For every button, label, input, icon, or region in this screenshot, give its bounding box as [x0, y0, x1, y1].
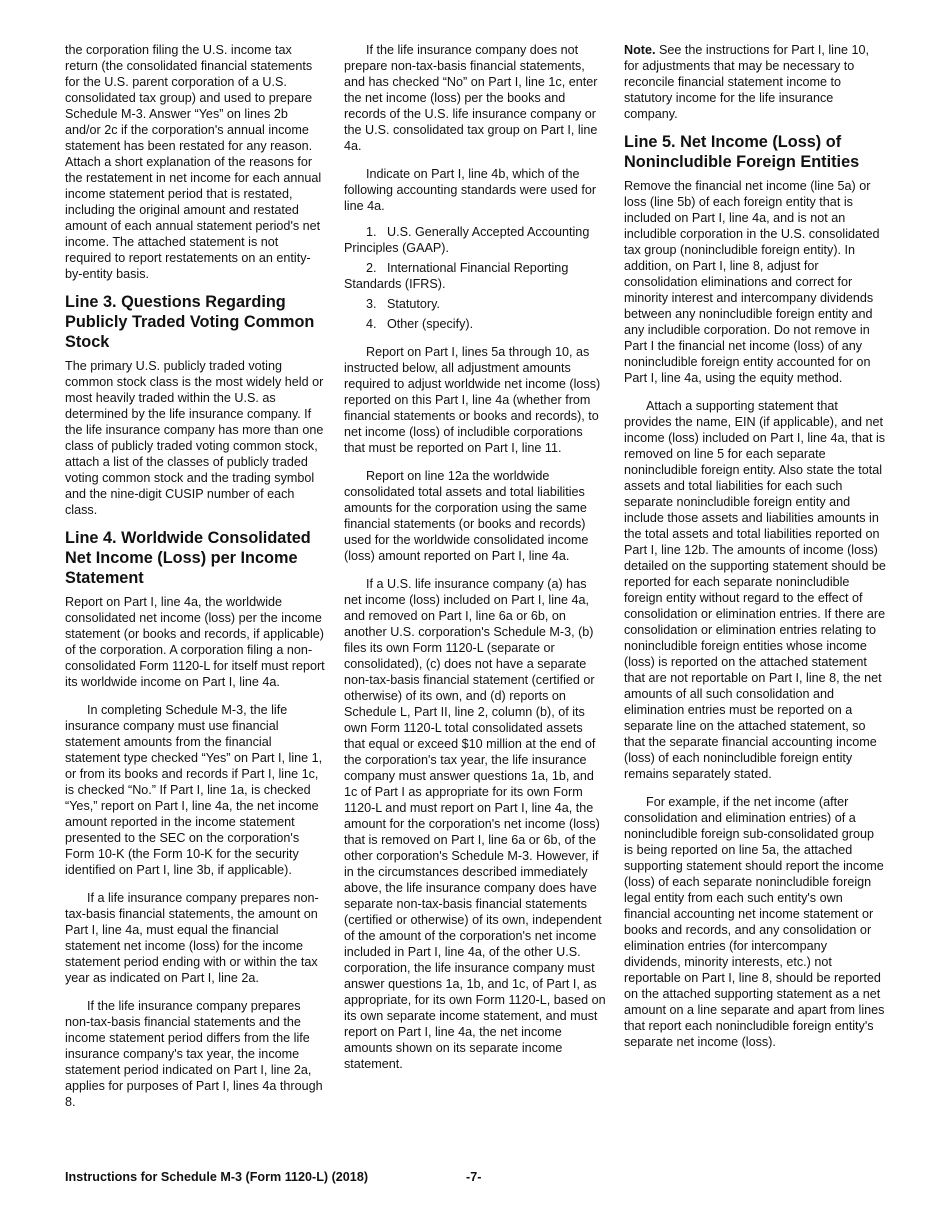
paragraph: For example, if the net income (after consolidation and elimination entries) of a nonincludible foreign sub-consolidated group is being reported on line 5a, the attached supporting statement should report the income (loss) of each separate nonincludible foreign legal entity from each such entity's own financial accounting net income statement or books and records, and any consolidation or elimination entries (for intercompany dividends, minority interests, etc.) not reportable on Part I, line 8, should be reported on the attached supporting statement as a net amount on a line separate and apart from lines that report each nonincludible foreign entity's separate net income (loss).: [624, 795, 885, 1049]
paragraph: Report on Part I, line 4a, the worldwide consolidated net income (loss) per the income statement (or books and records, if applicable) of the corporation. A corporation filing a non-consolidated Form 1120-L for itself must report its worldwide income on Part I, line 4a.: [65, 595, 325, 689]
list-item: 4. Other (specify).: [366, 317, 474, 331]
section-heading-line-4: Line 4. Worldwide Consolidated Net Income (Loss) per Income Statement: [65, 529, 311, 587]
paragraph: the corporation filing the U.S. income tax return (the consolidated financial statements for the U.S. parent corporation of a U.S. consolidated tax group) and used to prepare Schedule M-3. Answer “Yes” on lines 2b and/or 2c if the corporation's annual income statement has been restated for any reason. Attach a short explanation of the reasons for the restatement in net income for each annual income statement period that is restated, including the original amount and restated amount of each annual statement period's net income. The attached statement is not required to report restatements on an entity-by-entity basis.: [65, 43, 322, 281]
paragraph: Indicate on Part I, line 4b, which of the following accounting standards were used for line 4a.: [344, 167, 597, 213]
paragraph: The primary U.S. publicly traded voting common stock class is the most widely held or most heavily traded within the U.S. as determined by the life insurance company. If the life insurance company has more than one class of publicly traded voting common stock, attach a list of the classes of publicly traded voting common stock and the trading symbol and the nine-digit CUSIP number of each class.: [65, 359, 324, 517]
column-1: [65, 42, 327, 1120]
paragraph: If the life insurance company prepares non-tax-basis financial statements and the income statement period differs from the life insurance company's tax year, the income statement period indicated on Part I, line 2a, applies for purposes of Part I, lines 4a through 8.: [65, 999, 323, 1109]
paragraph: In completing Schedule M-3, the life insurance company must use financial statement amounts from the financial statement type checked “Yes” on Part I, line 1, or from its books and records if Part I, line 1c, is checked “No.” If Part I, line 1a, is checked “Yes,” report on Part I, line 4a, the net income amount reported in the income statement presented to the SEC on the corporation's Form 10-K (the Form 10-K for the security identified on Part I, line 3b, if applicable).: [65, 703, 323, 877]
note-text: See the instructions for Part I, line 10, for adjustments that may be necessary to reconcile financial statement income to statutory income for the life insurance company.: [624, 43, 869, 121]
note-label: Note.: [624, 43, 656, 57]
paragraph: If a life insurance company prepares non-tax-basis financial statements, the amount on Part I, line 4a, must equal the financial statement net income (loss) for the income statement period ending with or within the tax year as indicated on Part I, line 2a.: [65, 891, 319, 985]
section-heading-line-5: Line 5. Net Income (Loss) of Nonincludible Foreign Entities: [624, 133, 860, 171]
paragraph: Attach a supporting statement that provides the name, EIN (if applicable), and net income (loss) included on Part I, line 4a, that is removed on line 5 for each separate nonincludible foreign entity. Also state the total assets and total liabilities for each such separate nonincludible foreign entity and include those assets and liabilities amounts in the total assets and total liabilities reported on Part I, line 12b. The amounts of income (loss) detailed on the supporting statement should be reported for each separate nonincludible foreign entity without regard to the effect of consolidation or elimination entries. If there are consolidation or elimination entries relating to nonincludible foreign entities whose income (loss) is reported on the attached statement that are not reportable on Part I, line 8, the net amounts of all such consolidation and elimination entries must be reported on a separate line on the attached statement, so that the separate financial accounting income (loss) of each nonincludible foreign entity remains separately stated.: [624, 399, 886, 781]
list-item: 3. Statutory.: [366, 297, 440, 311]
footer-title: Instructions for Schedule M-3 (Form 1120-L) (2018): [65, 1170, 369, 1184]
list-item: 1. U.S. Generally Accepted Accounting Principles (GAAP).: [344, 225, 590, 255]
column-2: [344, 42, 606, 1082]
column-3: [624, 42, 886, 1060]
paragraph: If the life insurance company does not prepare non-tax-basis financial statements, and has checked “No” on Part I, line 1c, enter the net income (loss) per the books and records of the U.S. life insurance company or the U.S. consolidated tax group on Part I, line 4a.: [344, 43, 598, 153]
note-paragraph: [624, 42, 886, 122]
paragraph: If a U.S. life insurance company (a) has net income (loss) included on Part I, line 4a, and removed on Part I, line 6a or 6b, on another U.S. corporation's Schedule M-3, (b) files its own Form 1120-L (separate or consolidated), (c) does not have a separate non-tax-basis financial statement (certified or otherwise) of its own, and (d) reports on Schedule L, Part II, line 2, column (b), of its own Form 1120-L total consolidated assets that equal or exceed $10 million at the end of the corporation's tax year, the life insurance company must answer questions 1a, 1b, and 1c of Part I as appropriate for its own Form 1120-L and must report on Part I, line 4a, the amount for the corporation's net income (loss) that is removed on Part I, line 6a or 6b, of the other corporation's Schedule M-3. However, if in the circumstances described immediately above, the life insurance company does have separate non-tax-basis financial statements (certified or otherwise) of its own, independent of the amount of the corporation's net income included in Part I, line 4a, of the other U.S. corporation, the life insurance company must answer questions 1a, 1b, and 1c, of Part I, as appropriate, for its own Form 1120-L, based on its own separate income statement, and must report on Part I, line 4a, the net income amounts shown on its separate income statement.: [344, 577, 606, 1071]
paragraph: Report on Part I, lines 5a through 10, as instructed below, all adjustment amounts required to adjust worldwide net income (loss) reported on this Part I, line 4a (whether from financial statements or books and records), to net income (loss) of includible corporations that must be reported on Part I, line 11.: [344, 345, 601, 455]
paragraph: Report on line 12a the worldwide consolidated total assets and total liabilities amounts for the corporation using the same financial statements (or books and records) used for the worldwide consolidated income (loss) amount reported on Part I, line 4a.: [344, 469, 589, 563]
paragraph: Remove the financial net income (line 5a) or loss (line 5b) of each foreign entity that is included on Part I, line 4a, and is not an includible corporation in the U.S. consolidated tax group (nonincludible foreign entity). In addition, on Part I, line 8, adjust for consolidation eliminations and correct for minority interest and intercompany dividends between any nonincludible foreign entity and any includible corporation. Do not remove in Part I the financial net income (loss) of any nonincludible foreign entity accounted for on Part I, line 4a, using the equity method.: [624, 179, 880, 385]
section-heading-line-3: Line 3. Questions Regarding Publicly Traded Voting Common Stock: [65, 293, 315, 351]
list-item: 2. International Financial Reporting Standards (IFRS).: [344, 261, 569, 291]
page-number: -7-: [466, 1170, 482, 1184]
